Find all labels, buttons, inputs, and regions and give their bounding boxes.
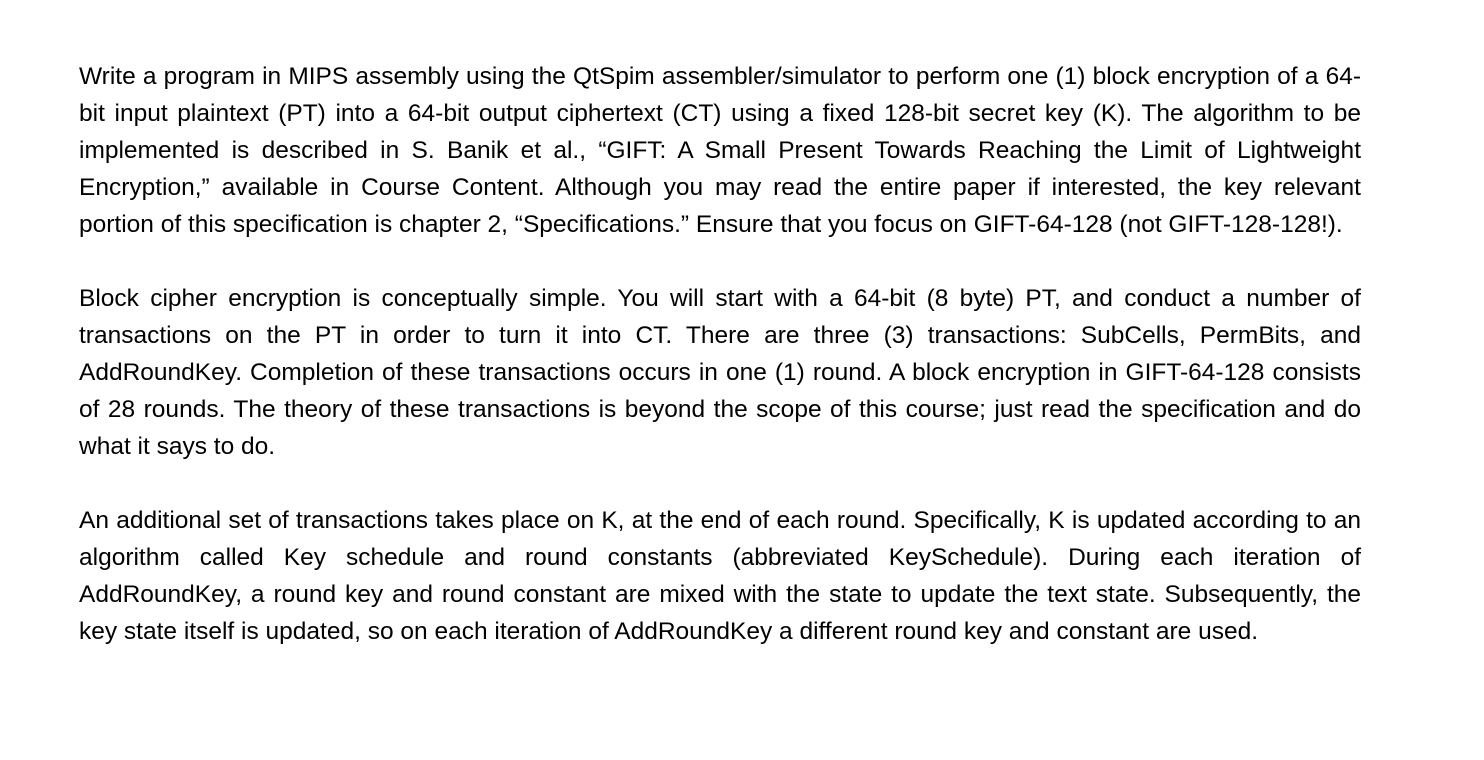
document-body: [79, 58, 1361, 650]
paragraph-1: Write a program in MIPS assembly using the QtSpim assembler/simulator to perform one (1) block encryption of a 64-bit input plaintext (PT) into a 64-bit output ciphertext (CT) using a fixed 128-bit secret key (K). The algorithm to be implemented is described in S. Banik et al., “GIFT: A Small Present Towards Reaching the Limit of Lightweight Encryption,” available in Course Content. Although you may read the entire paper if interested, the key relevant portion of this specification is chapter 2, “Specifications.” Ensure that you focus on GIFT-64-128 (not GIFT-128-128!).: [79, 63, 1361, 238]
paragraph-3: An additional set of transactions takes place on K, at the end of each round. Specifically, K is updated according to an algorithm called Key schedule and round constants (abbreviated KeySchedule). During each iteration of AddRoundKey, a round key and round constant are mixed with the state to update the text state. Subsequently, the key state itself is updated, so on each iteration of AddRoundKey a different round key and constant are used.: [79, 507, 1361, 645]
paragraph-2: Block cipher encryption is conceptually simple. You will start with a 64-bit (8 byte) PT, and conduct a number of transactions on the PT in order to turn it into CT. There are three (3) transactions: SubCells, PermBits, and AddRoundKey. Completion of these transactions occurs in one (1) round. A block encryption in GIFT-64-128 consists of 28 rounds. The theory of these transactions is beyond the scope of this course; just read the specification and do what it says to do.: [79, 285, 1361, 460]
